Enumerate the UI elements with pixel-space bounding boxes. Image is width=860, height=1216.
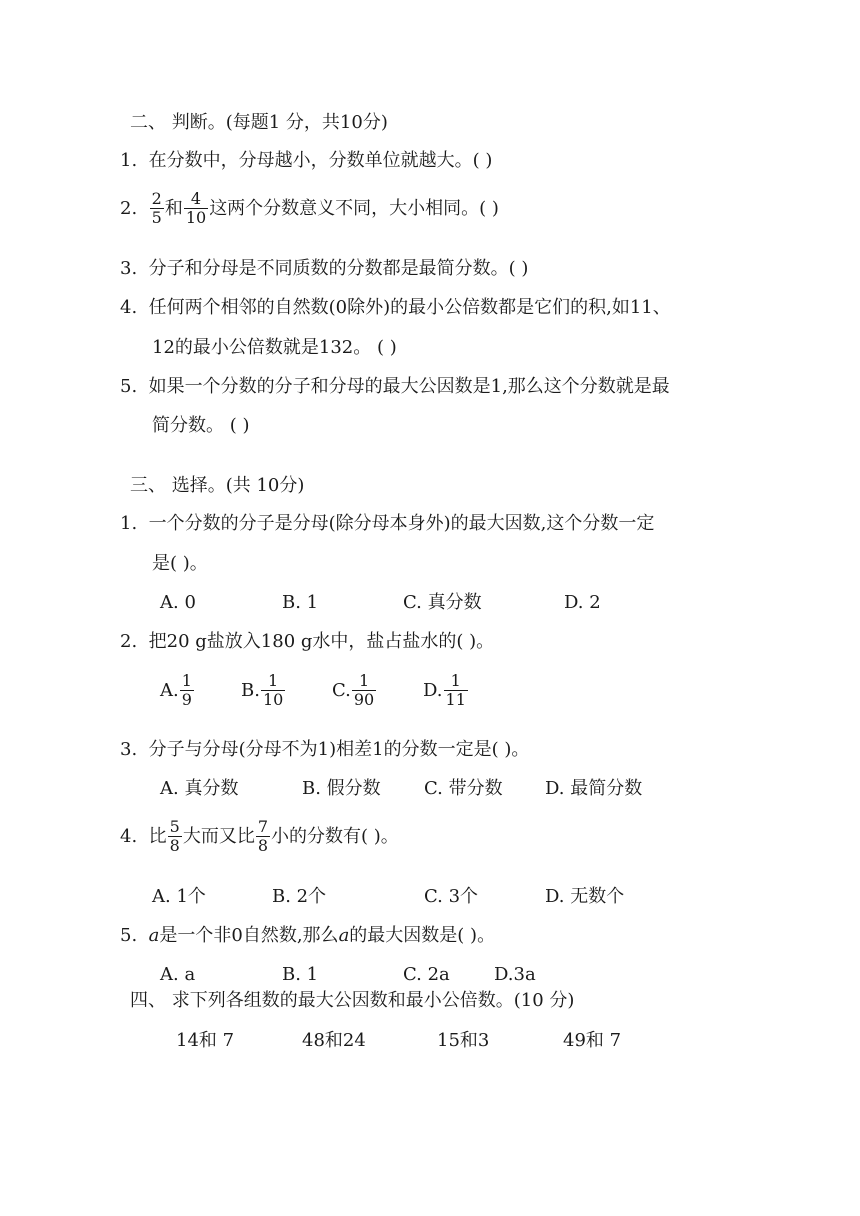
number-pair: 14和 7 [176,1030,235,1051]
option-b: B. $\frac{1}{10}$ [241,671,284,710]
question-3-1-cont: 是( )。 [152,553,208,574]
option-b: B. 1 [282,964,319,985]
fraction: $\frac{7}{8}$ [257,817,269,856]
fraction: $\frac{1}{90}$ [353,671,375,710]
question-2-5-cont: 简分数。 ( ) [152,415,250,436]
fraction: $\frac{1}{11}$ [445,671,466,710]
number-pair: 48和24 [302,1030,366,1051]
question-3-3 [120,741,529,759]
section-4-heading: 四、 求下列各组数的最大公因数和最小公倍数。(10 分) [130,990,575,1011]
fraction: $\frac{2}{5}$ [151,189,162,228]
question-number: 3. [120,739,138,760]
section-3-heading: 三、 选择。(共 10分) [130,475,305,496]
question-text: 分子和分母是不同质数的分数都是最简分数。( ) [148,258,529,279]
fraction: $\frac{5}{8}$ [169,817,180,856]
question-3-1 [120,515,654,533]
option-b: B. 1 [282,592,319,613]
question-2-4 [120,299,671,317]
question-3-2 [120,633,494,651]
option-c: C. 带分数 [424,778,503,799]
question-number: 2. [120,631,138,652]
option-d: D. $\frac{1}{11}$ [423,671,466,710]
option-d: D. 最简分数 [545,778,643,799]
question-text: 分子与分母(分母不为1)相差1的分数一定是( )。 [148,739,530,760]
question-number: 1. [120,150,138,171]
fraction: $\frac{1}{10}$ [262,671,284,710]
question-number: 5. [120,925,138,946]
question-number: 1. [120,513,138,534]
question-2-5 [120,378,670,396]
number-pair: 49和 7 [563,1030,622,1051]
option-d: D.3a [494,964,536,985]
question-2-2: 2. $\frac{2}{5}$ 和 $\frac{4}{10}$ 这两个分数意义不同，大小相同。( ) [120,189,499,228]
question-number: 2. [120,197,138,219]
question-text: 把20 g盐放入180 g水中，盐占盐水的( )。 [148,631,495,652]
question-2-4-cont: 12的最小公倍数就是132。 ( ) [152,337,397,358]
question-number: 4. [120,825,138,847]
question-text: 这两个分数意义不同，大小相同。( ) [209,197,499,219]
question-3-4: 4. 比 $\frac{5}{8}$ 大而又比 $\frac{7}{8}$ 小的分数有( )。 [120,817,399,856]
option-b: B. 2个 [272,886,327,907]
question-text: 一个分数的分子是分母(除分母本身外)的最大因数,这个分数一定 [148,513,655,534]
option-a: A. a [160,964,196,985]
question-2-3 [120,260,528,278]
question-number: 3. [120,258,138,279]
option-b: B. 假分数 [302,778,381,799]
option-d: D. 无数个 [545,886,625,907]
fraction: $\frac{1}{9}$ [181,671,192,710]
option-a: A. 真分数 [160,778,239,799]
option-c: C. 真分数 [403,592,482,613]
option-a: A. $\frac{1}{9}$ [160,671,192,710]
question-number: 4. [120,297,138,318]
option-d: D. 2 [564,592,601,613]
question-2-1 [120,152,492,170]
option-c: C. $\frac{1}{90}$ [332,671,375,710]
option-c: C. 2a [403,964,450,985]
question-number: 5. [120,376,138,397]
option-c: C. 3个 [424,886,479,907]
option-a: A. 1个 [152,886,206,907]
question-text: 在分数中，分母越小，分数单位就越大。( ) [148,150,493,171]
question-text: 如果一个分数的分子和分母的最大公因数是1,那么这个分数就是最 [148,376,670,397]
question-3-5: 5. a是一个非0自然数,那么a的最大因数是( )。 [120,925,496,946]
number-pair: 15和3 [437,1030,490,1051]
section-2-heading: 二、 判断。(每题1 分，共10分) [130,112,388,133]
question-text: 任何两个相邻的自然数(0除外)的最小公倍数都是它们的积,如11、 [148,297,671,318]
fraction: $\frac{4}{10}$ [185,189,207,228]
option-a: A. 0 [160,592,196,613]
